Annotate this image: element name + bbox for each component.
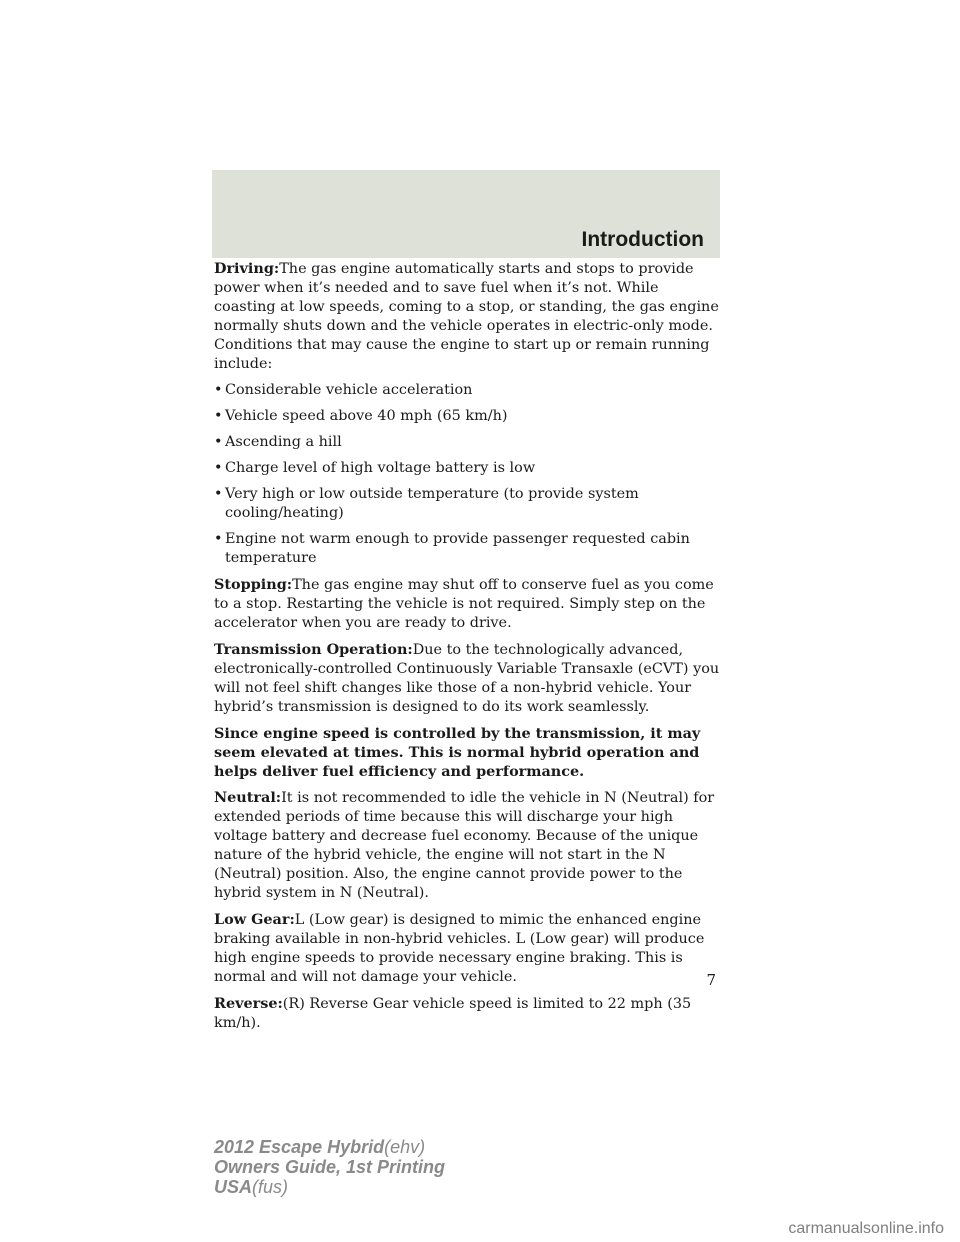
engine-speed-note: Since engine speed is controlled by the transmission, it may seem elevated at times. This is normal hybrid operation and helps deliver fuel efficiency and performance. [214, 725, 701, 780]
driving-text: The gas engine automatically starts and stops to provide power when it’s needed and to save fuel when it’s not. While coasting at low speeds, coming to a stop, or standing, the gas engine normally shuts down and the vehicle operates in electric-only mode. Conditions that may cause the engine to start up or remain running include: [214, 261, 719, 372]
stopping-paragraph [214, 575, 724, 633]
stopping-term: Stopping: [214, 576, 293, 593]
reverse-term: Reverse: [214, 995, 283, 1012]
driving-paragraph [214, 259, 724, 374]
list-item [214, 407, 724, 426]
low-gear-term: Low Gear: [214, 911, 295, 928]
transmission-text: Due to the technologically advanced, electronically-controlled Continuously Variable Transaxle (eCVT) you will not feel shift changes like those of a non-hybrid vehicle. Your hybrid’s transmission is designed to do its work seamlessly. [214, 642, 720, 715]
list-item-text: Charge level of high voltage battery is low [225, 460, 536, 476]
list-item [214, 459, 724, 478]
page-number: 7 [706, 971, 716, 989]
list-item-text: Vehicle speed above 40 mph (65 km/h) [225, 408, 508, 424]
low-gear-text: L (Low gear) is designed to mimic the enhanced engine braking available in non-hybrid vehicles. L (Low gear) will produce high engine speeds to provide necessary engine braking. This is normal and will not damage your vehicle. [214, 912, 705, 985]
footer-market: USA [214, 1177, 253, 1197]
list-item [214, 381, 724, 400]
bullet-icon: • [214, 434, 223, 450]
bullet-icon: • [214, 408, 223, 424]
bullet-icon: • [214, 460, 223, 476]
publication-footer [214, 1137, 445, 1197]
transmission-term: Transmission Operation: [214, 641, 413, 658]
list-item [214, 485, 724, 523]
bullet-icon: • [214, 486, 223, 502]
footer-model: 2012 Escape Hybrid [214, 1137, 385, 1157]
list-item-text: Considerable vehicle acceleration [225, 382, 473, 398]
bullet-icon: • [214, 382, 223, 398]
footer-market-code: (fus) [252, 1177, 289, 1197]
bullet-icon: • [214, 531, 223, 547]
list-item-text: Engine not warm enough to provide passenger requested cabin temperature [225, 531, 690, 566]
neutral-term: Neutral: [214, 789, 282, 806]
footer-model-code: (ehv) [384, 1137, 426, 1157]
list-item [214, 433, 724, 452]
reverse-paragraph [214, 994, 724, 1033]
driving-term: Driving: [214, 260, 280, 277]
footer-line-market [214, 1177, 445, 1197]
section-header-band [212, 170, 720, 258]
site-watermark: carmanualsonline.info [788, 1220, 944, 1237]
low-gear-paragraph [214, 910, 724, 987]
footer-line-edition: Owners Guide, 1st Printing [214, 1157, 446, 1177]
neutral-paragraph [214, 788, 724, 903]
section-title: Introduction [581, 228, 704, 251]
neutral-text: It is not recommended to idle the vehicle in N (Neutral) for extended periods of time because this will discharge your high voltage battery and decrease fuel economy. Because of the unique nature of the hybrid vehicle, the engine will not start in the N (Neutral) position. Also, the engine cannot provide power to the hybrid system in N (Neutral). [214, 790, 715, 901]
footer-line-model [214, 1137, 445, 1157]
stopping-text: The gas engine may shut off to conserve fuel as you come to a stop. Restarting the vehicle is not required. Simply step on the accelerator when you are ready to drive. [214, 577, 714, 631]
list-item [214, 530, 724, 568]
list-item-text: Ascending a hill [225, 434, 342, 450]
transmission-paragraph [214, 640, 724, 717]
list-item-text: Very high or low outside temperature (to provide system cooling/heating) [225, 486, 639, 521]
page-body [214, 259, 724, 1040]
reverse-text: (R) Reverse Gear vehicle speed is limited to 22 mph (35 km/h). [214, 996, 692, 1031]
engine-start-conditions-list [214, 381, 724, 568]
